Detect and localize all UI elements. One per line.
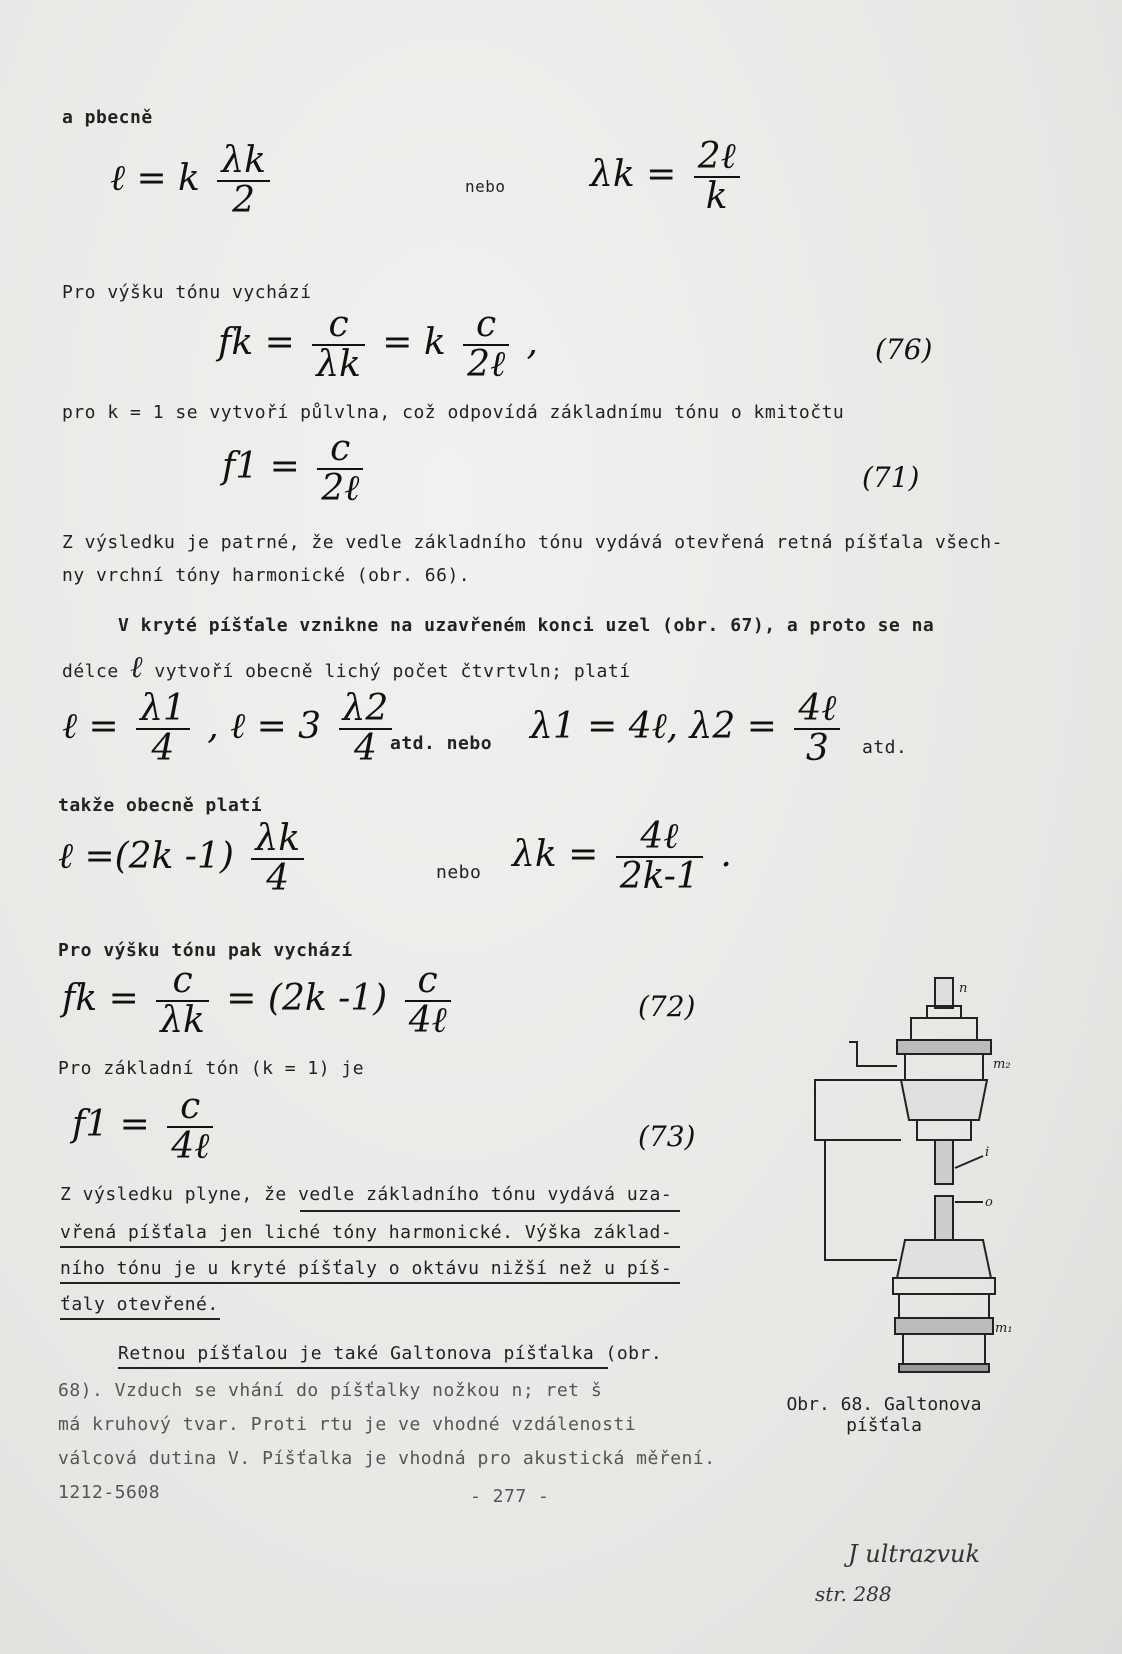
underline [118,1367,608,1369]
text-line: Z výsledku je patrné, že vedle základního tónu vydává otevřená retná píšťala všech- [62,532,1003,553]
equation-quarter-waves: ℓ = $\frac{\lambda 1}{4}$ , ℓ = 3 $\frac{\lambda 2}{4}$ [62,690,398,768]
text-line: ťaly otevřené. [60,1294,219,1315]
text-line: Z výsledku plyne, že vedle základního tónu vydává uza- [60,1184,673,1205]
text-atd: atd. [862,737,908,758]
text-line: válcová dutina V. Píšťalka je vhodná pro akustická měření. [58,1448,716,1469]
equation-1: ℓ = k $\frac{\lambda k}{2}$ [110,142,276,220]
lower-flange [893,1278,995,1294]
text-line: Pro výšku tónu pak vychází [58,940,353,961]
text-atd-nebo: atd. nebo [390,733,493,754]
leader-line-i [955,1156,983,1168]
equation-number: (73) [638,1120,696,1153]
text-line: Pro základní tón (k = 1) je [58,1058,365,1079]
text-line: a pbecně [62,107,153,128]
equation-76: fk = $\frac{c}{\lambda k}$ = k $\frac{c}{\text{2ℓ}}$ , [218,304,538,385]
label-m2: m₂ [993,1057,1011,1072]
text-line: Retnou píšťalou je také Galtonova píšťalka (obr. [118,1343,663,1364]
lip-tube [935,1196,953,1240]
text-line: 68). Vzduch se vhání do píšťalky nožkou n; ret š [58,1380,603,1401]
text-line: V kryté píšťale vznikne na uzavřeném konci uzel (obr. 67), a proto se na [118,615,935,636]
label-n: n [959,981,968,996]
nebo-word: nebo [465,177,506,196]
equation-71: f1 = $\frac{c}{\text{2ℓ}}$ [222,430,369,508]
text-line: délce ℓ vytvoří obecně lichý počet čtvrtvln; platí [62,650,631,685]
micrometer-ring-bottom [895,1318,993,1334]
underline [60,1246,680,1248]
base-ring [899,1364,989,1372]
label-m1: m₁ [995,1321,1013,1336]
equation-72: fk = $\frac{c}{\lambda k}$ = (2k -1) $\frac{c}{\text{4ℓ}}$ [62,962,457,1040]
text-line: pro k = 1 se vytvoří půlvlna, což odpovídá základnímu tónu o kmitočtu [62,402,845,423]
underline [300,1210,680,1212]
text-line: takže obecně platí [58,795,263,816]
inlet-tube [935,978,953,1008]
equation-number: (71) [862,461,920,494]
equation-2: λk = $\frac{\text{2ℓ}}{k}$ [590,138,746,216]
figure-caption: Obr. 68. Galtonova píšťala [786,1394,982,1436]
handwritten-note: J ultrazvuk [848,1540,981,1568]
upper-cone [901,1080,987,1120]
equation-number: (72) [638,990,696,1023]
handwritten-page-ref: str. 288 [815,1582,892,1606]
text-line: Pro výšku tónu vychází [62,282,312,303]
underline [60,1318,220,1320]
piston [935,1140,953,1184]
base-cylinder [903,1334,985,1364]
equation-wavelengths: λ1 = 4ℓ, λ2 = $\frac{\text{4ℓ}}{3}$ [530,690,846,768]
upper-neck [917,1120,971,1140]
label-i: i [985,1145,990,1160]
text-line: ního tónu je u kryté píšťaly o oktávu nižší než u píš- [60,1258,673,1279]
underline [60,1282,680,1284]
upper-cylinder [905,1054,983,1080]
galton-whistle-figure [805,970,1015,1440]
equation-general-wavelength: λk = $\frac{\text{4ℓ}}{2k-1}$ . [512,816,732,897]
equation-number: (76) [875,333,933,366]
page-number: - 277 - [470,1486,550,1507]
text-line: ny vrchní tóny harmonické (obr. 66). [62,565,471,586]
text-line: má kruhový tvar. Proti rtu je ve vhodné vzdálenosti [58,1414,637,1435]
lower-cylinder [899,1294,989,1318]
lower-cone [897,1240,991,1278]
document-code: 1212-5608 [58,1482,161,1503]
nebo-word: nebo [436,862,482,883]
micrometer-ring-top [897,1040,991,1054]
equation-general-length: ℓ =(2k -1) $\frac{\lambda k}{4}$ [58,820,310,898]
bracket-top-arm [849,1042,897,1066]
text-line: vřená píšťala jen liché tóny harmonické. Výška základ- [60,1222,673,1243]
equation-73: f1 = $\frac{c}{\text{4ℓ}}$ [72,1088,219,1166]
label-o: o [985,1195,993,1210]
top-nut [911,1018,977,1040]
bracket-frame [815,1080,901,1260]
